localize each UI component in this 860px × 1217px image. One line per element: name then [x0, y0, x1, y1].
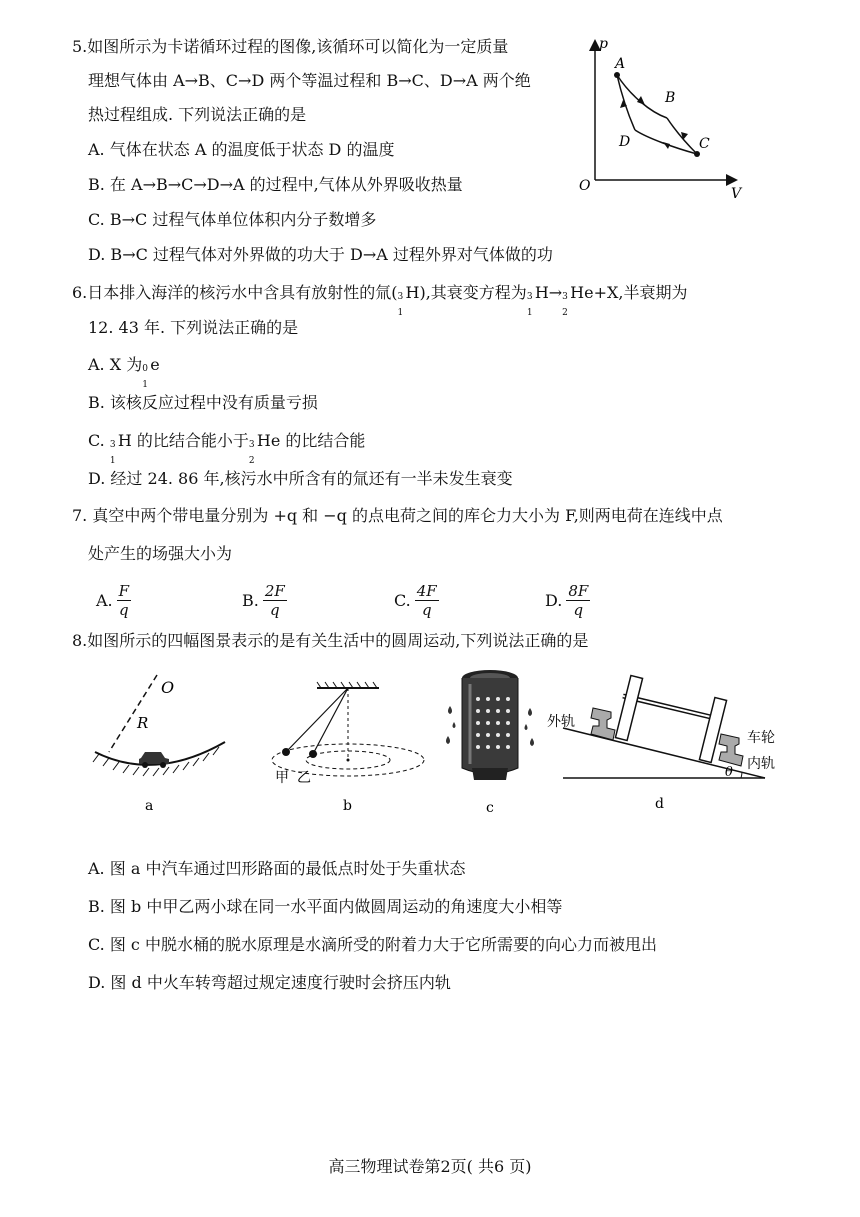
q8-option-b: B. 图 b 中甲乙两小球在同一水平面内做圆周运动的角速度大小相等 [88, 897, 563, 916]
q7-line-1: 7. 真空中两个带电量分别为 +q 和 −q 的点电荷之间的库仑力大小为 F,则两电荷在连线中点 [72, 506, 723, 525]
q8-option-a: A. 图 a 中汽车通过凹形路面的最低点时处于失重状态 [88, 859, 466, 878]
q6-option-c: C. 3 1 H 的比结合能小于 3 2 He 的比结合能 [88, 431, 366, 466]
carnot-pv-diagram [575, 30, 750, 200]
q5-option-a: A. 气体在状态 A 的温度低于状态 D 的温度 [88, 140, 395, 159]
origin-label: O [579, 178, 591, 194]
q5-line-1: 5.如图所示为卡诺循环过程的图像,该循环可以简化为一定质量 [72, 37, 509, 56]
figure-b-conical-pendulums [255, 680, 425, 820]
q7-line-2: 处产生的场强大小为 [88, 544, 233, 563]
q7-option-d: D. $\frac{8F}{q}$ [545, 582, 589, 619]
q6-option-b: B. 该核反应过程中没有质量亏损 [88, 393, 318, 412]
q6-option-d: D. 经过 24. 86 年,核污水中所含有的氚还有一半未发生衰变 [88, 469, 513, 488]
point-b-label: B [665, 90, 676, 106]
figure-d-label-inner-rail: 内轨 [747, 756, 775, 772]
point-a-label: A [615, 56, 626, 72]
q6-option-a: A. X 为 0 1 e [88, 355, 160, 390]
figure-b-label-yi: 乙 [297, 770, 311, 786]
q7-option-c: C. $\frac{4F}{q}$ [394, 582, 437, 619]
figure-d-label-wheel: 车轮 [747, 730, 775, 746]
q5-line-2: 理想气体由 A→B、C→D 两个等温过程和 B→C、D→A 两个绝 [88, 71, 531, 90]
figure-a-label-o: O [161, 678, 175, 697]
page-footer: 高三物理试卷第2页( 共6 页) [328, 1157, 532, 1176]
q7-option-a: A. $\frac{F}{q}$ [96, 582, 130, 619]
q5-line-3: 热过程组成. 下列说法正确的是 [88, 105, 307, 124]
q7-option-b: B. $\frac{2F}{q}$ [242, 582, 285, 619]
q6-line-2: 12. 43 年. 下列说法正确的是 [88, 318, 299, 337]
figure-a-concave-road [85, 670, 235, 820]
figure-c-caption: c [486, 800, 494, 816]
q5-option-b: B. 在 A→B→C→D→A 的过程中,气体从外界吸收热量 [88, 175, 463, 194]
figure-d-label-outer-rail: 外轨 [547, 714, 575, 730]
q8-option-d: D. 图 d 中火车转弯超过规定速度行驶时会挤压内轨 [88, 973, 451, 992]
figure-c-spin-dryer [440, 664, 540, 820]
point-c-label: C [699, 136, 710, 152]
figure-d-caption: d [655, 796, 664, 812]
point-d-label: D [619, 134, 631, 150]
q5-option-c: C. B→C 过程气体单位体积内分子数增多 [88, 210, 377, 229]
q5-option-d: D. B→C 过程气体对外界做的功大于 D→A 过程外界对气体做的功 [88, 245, 553, 264]
q6-line-1: 6.日本排入海洋的核污水中含具有放射性的氚( 3 1 H),其衰变方程为 3 1 H→ 3 2 He+X,半衰期为 [72, 283, 688, 318]
figure-d-label-theta: θ [725, 765, 733, 780]
q8-option-c: C. 图 c 中脱水桶的脱水原理是水滴所受的附着力大于它所需要的向心力而被甩出 [88, 935, 657, 954]
q8-stem: 8.如图所示的四幅图景表示的是有关生活中的圆周运动,下列说法正确的是 [72, 631, 589, 650]
figure-a-label-r: R [137, 714, 149, 732]
figure-b-label-jia: 甲 [275, 770, 289, 786]
figure-d-banked-track [545, 668, 785, 820]
axis-v-label: V [731, 186, 742, 200]
figure-a-caption: a [145, 798, 154, 814]
figure-b-caption: b [343, 798, 352, 814]
axis-p-label: p [599, 36, 608, 52]
